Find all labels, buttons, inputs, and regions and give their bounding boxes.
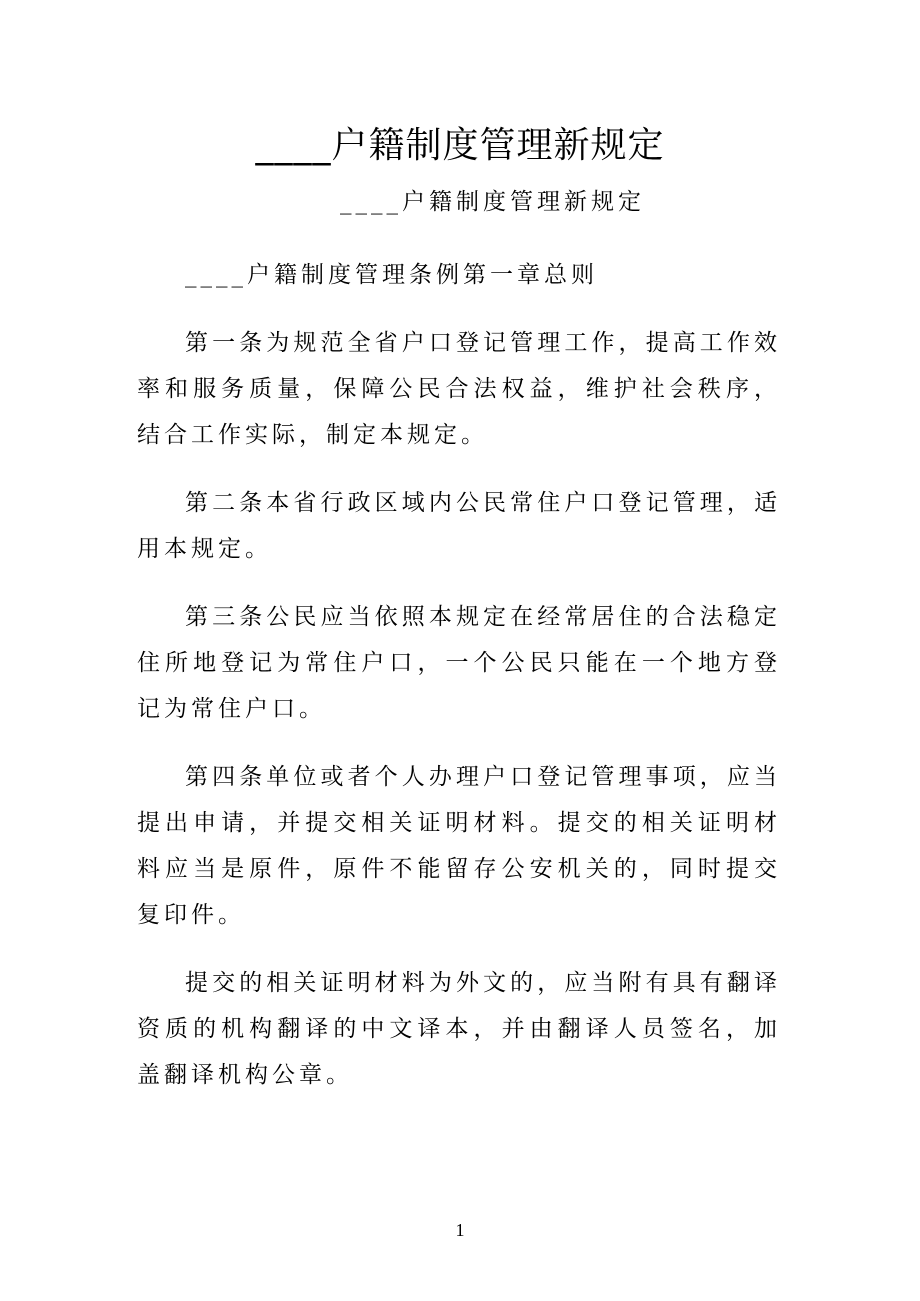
article-2: 第二条本省行政区域内公民常住户口登记管理，适用本规定。 [137, 490, 781, 562]
article-4-supplement: 提交的相关证明材料为外文的，应当附有具有翻译资质的机构翻译的中文译本，并由翻译人员签名，加盖翻译机构公章。 [137, 970, 781, 1088]
article-4: 第四条单位或者个人办理户口登记管理事项，应当提出申请，并提交相关证明材料。提交的相关证明材料应当是原件，原件不能留存公安机关的，同时提交复印件。 [137, 764, 781, 928]
document-body [137, 252, 781, 1120]
page-number: 1 [455, 1220, 465, 1240]
article-3: 第三条公民应当依照本规定在经常居住的合法稳定住所地登记为常住户口，一个公民只能在一个地方登记为常住户口。 [137, 604, 781, 722]
document-subtitle: ____户籍制度管理新规定 [340, 189, 645, 215]
chapter-heading: ____户籍制度管理条例第一章总则 [185, 262, 598, 288]
article-1: 第一条为规范全省户口登记管理工作，提高工作效率和服务质量，保障公民合法权益，维护社会秩序，结合工作实际，制定本规定。 [137, 330, 781, 448]
document-title: ____户籍制度管理新规定 [255, 125, 665, 166]
